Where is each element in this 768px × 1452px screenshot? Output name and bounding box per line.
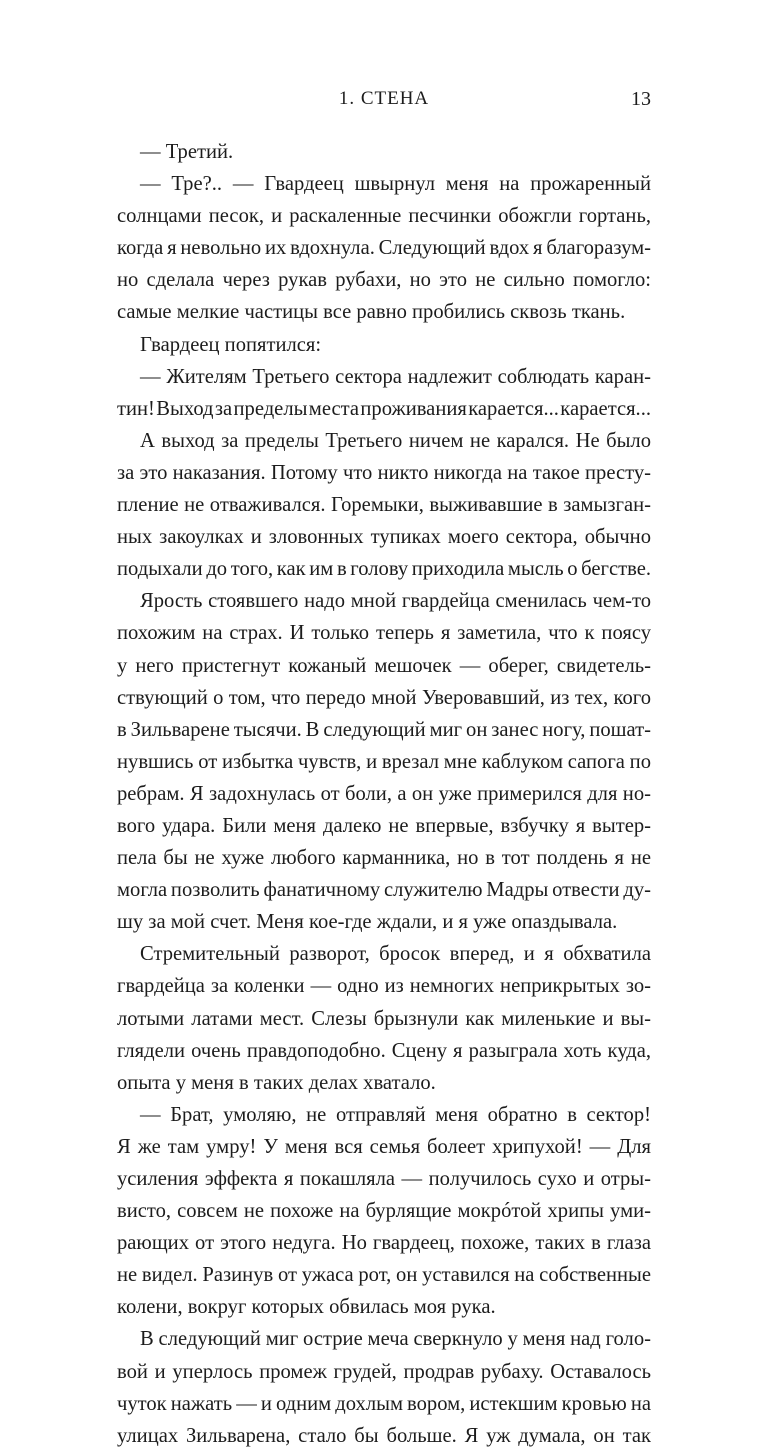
text-line: ребрам. Я задохнулась от боли, а он уже примерился для но- bbox=[117, 782, 651, 805]
text-line: за это наказания. Потому что никто никогда на такое престу- bbox=[117, 461, 651, 484]
text-line: не видел. Разинув от ужаса рот, он уставился на собственные bbox=[117, 1264, 651, 1287]
text-line: но сделала через рукав рубахи, но это не сильно помогло: bbox=[117, 269, 651, 292]
text-line: тин! Выход за пределы места проживания карается... карается... bbox=[117, 397, 651, 420]
page-number: 13 bbox=[631, 88, 651, 110]
text-line: ных закоулках и зловонных тупиках моего сектора, обычно bbox=[117, 526, 651, 549]
body-text bbox=[117, 136, 651, 1452]
chapter-title: 1. СТЕНА bbox=[338, 88, 430, 109]
text-line: пление не отваживался. Горемыки, выживавшие в замызган- bbox=[117, 494, 651, 517]
text-line: опыта у меня в таких делах хватало. bbox=[117, 1071, 436, 1094]
text-line: усиления эффекта я покашляла — получилось сухо и отры- bbox=[117, 1168, 651, 1190]
text-line: могла позволить фанатичному служителю Мадры отвести ду- bbox=[117, 879, 651, 902]
text-line: Я же там умру! У меня вся семья болеет хрипухой! — Для bbox=[117, 1135, 651, 1158]
text-line: солнцами песок, и раскаленные песчинки обожгли гортань, bbox=[117, 205, 651, 228]
text-line: похожим на страх. И только теперь я заметила, что к поясу bbox=[117, 622, 651, 645]
text-line: в Зильварене тысячи. В следующий миг он занес ногу, пошат- bbox=[117, 718, 651, 741]
text-line: — Брат, умоляю, не отправляй меня обратно в сектор! bbox=[140, 1103, 651, 1126]
text-line: улицах Зильварена, стало бы больше. Я уж думала, он так bbox=[117, 1424, 651, 1447]
text-line: рающих от этого недуга. Но гвардеец, похоже, таких в глаза bbox=[117, 1232, 651, 1255]
text-line: — Третий. bbox=[140, 141, 234, 163]
text-line: висто, совсем не похоже на бурлящие мокрóтой хрипы уми- bbox=[117, 1200, 651, 1223]
text-line: пела бы не хуже любого карманника, но в тот полдень я не bbox=[117, 847, 651, 870]
text-line: колени, вокруг которых обвилась моя рука. bbox=[117, 1296, 496, 1319]
text-line: гвардейца за коленки — одно из немногих неприкрытых зо- bbox=[117, 975, 651, 998]
text-line: самые мелкие частицы все равно пробились сквозь ткань. bbox=[117, 301, 626, 324]
text-line: Гвардеец попятился: bbox=[140, 333, 322, 356]
text-line: чуток нажать — и одним дохлым вором, истекшим кровью на bbox=[117, 1392, 651, 1415]
text-line: глядели очень правдоподобно. Сцену я разыграла хоть куда, bbox=[117, 1039, 651, 1062]
text-line: Стремительный разворот, бросок вперед, и я обхватила bbox=[140, 943, 651, 966]
text-line: подыхали до того, как им в голову приходила мысль о бегстве. bbox=[117, 558, 651, 581]
running-header bbox=[117, 88, 651, 118]
text-line: лотыми латами мест. Слезы брызнули как миленькие и вы- bbox=[117, 1007, 651, 1030]
text-line: Ярость стоявшего надо мной гвардейца сменилась чем-то bbox=[140, 590, 651, 613]
text-line: вого удара. Били меня далеко не впервые, взбучку я вытер- bbox=[117, 814, 651, 837]
text-line: В следующий миг острие меча сверкнуло у меня над голо- bbox=[140, 1328, 651, 1351]
text-line: шу за мой счет. Меня кое-где ждали, и я уже опаздывала. bbox=[117, 911, 618, 934]
text-line: нувшись от избытка чувств, и врезал мне каблуком сапога по bbox=[117, 750, 651, 773]
text-line: — Тре?.. — Гвардеец швырнул меня на прожаренный bbox=[140, 173, 651, 196]
text-line: когда я невольно их вдохнула. Следующий вдох я благоразум- bbox=[117, 237, 651, 260]
text-line: вой и уперлось промеж грудей, продрав рубаху. Оставалось bbox=[117, 1360, 651, 1383]
text-line: — Жителям Третьего сектора надлежит соблюдать каран- bbox=[140, 365, 651, 388]
text-line: А выход за пределы Третьего ничем не карался. Не было bbox=[140, 429, 651, 452]
text-line: у него пристегнут кожаный мешочек — оберег, свидетель- bbox=[117, 654, 651, 677]
text-line: ствующий о том, что передо мной Уверовавший, из тех, кого bbox=[117, 686, 651, 709]
